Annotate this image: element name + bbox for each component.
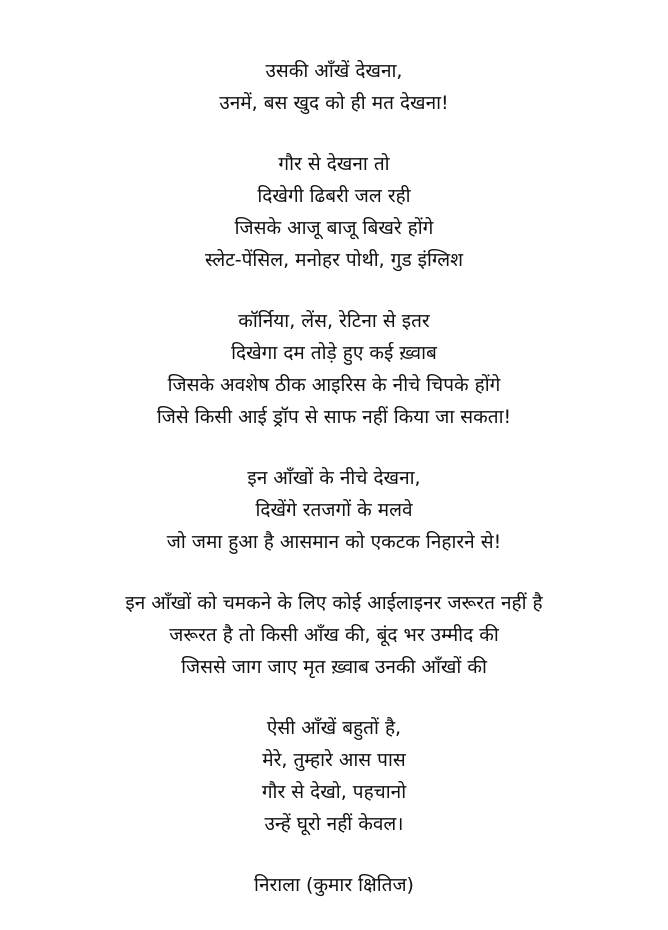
poem-line: जिसके अवशेष ठीक आइरिस के नीचे चिपके होंगे [167,374,501,396]
poem-line: स्लेट-पेंसिल, मनोहर पोथी, गुड इंग्लिश [204,249,464,271]
poem-line: कॉर्निया, लेंस, रेटिना से इतर [238,310,430,332]
poem-line: उनमें, बस खुद को ही मत देखना! [219,92,449,114]
poem-line: जिसे किसी आई ड्रॉप से साफ नहीं किया जा सकता! [156,406,512,428]
poem-line: जिससे जाग जाए मृत ख़्वाब उनकी आँखों की [181,656,487,678]
poem-line: दिखेगी ढिबरी जल रही [257,185,411,207]
poem-line: इन आँखों के नीचे देखना, [247,467,421,489]
stanza-6 [0,712,668,840]
stanza-5 [0,587,668,683]
poem-line: दिखेंगे रतजगों के मलवे [255,499,413,521]
poem-line: ऐसी आँखें बहुतों है, [266,717,402,739]
poem-line: इन आँखों को चमकने के लिए कोई आईलाइनर जरूरत नहीं है [125,592,543,614]
stanza-1 [0,55,668,119]
poem-signature: निराला (कुमार क्षितिज) [254,874,414,896]
poem-line: जो जमा हुआ है आसमान को एकटक निहारने से! [166,531,502,553]
stanza-3 [0,305,668,433]
poem-line: जरूरत है तो किसी आँख की, बूंद भर उम्मीद की [169,624,499,646]
poem-line: गौर से देखो, पहचानो [261,781,407,803]
stanza-2 [0,148,668,276]
poem-line: मेरे, तुम्हारे आस पास [262,749,406,771]
poem-line: उन्हें घूरो नहीं केवल। [264,813,404,835]
poem-line: उसकी आँखें देखना, [265,60,403,82]
poem-line: गौर से देखना तो [278,153,390,175]
poem [0,55,668,901]
stanza-4 [0,462,668,558]
poem-line: दिखेगा दम तोड़े हुए कई ख़्वाब [231,342,437,364]
poem-line: जिसके आजू बाजू बिखरे होंगे [234,217,434,239]
